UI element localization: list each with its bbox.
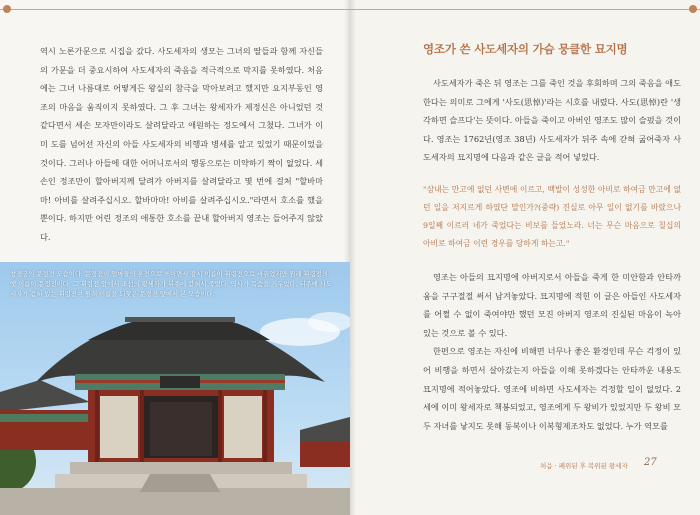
page-number: 27 xyxy=(644,457,657,468)
right-paragraph: 영조는 아들의 묘지명에 아버지로서 아들을 죽게 한 미안함과 안타까움을 구구절절 써서 남겨놓았다. 묘지명에 적힌 이 글은 아들인 사도세자를 어쩔 수 없이 죽여야만 했던 모진 아버지 영조의 진실된 마음이 녹아 있는 것으로 볼 수 있다. xyxy=(423,272,681,338)
section-title: 영조가 쓴 사도세자의 가슴 뭉클한 묘지명 xyxy=(423,42,628,56)
right-paragraph: 한편으로 영조는 자신에 비해면 너무나 좋은 환경인데 무슨 걱정이 있어 비행을 하면서 살아갔는지 아들을 이해 못하겠다는 안타까운 내용도 묘지명에 적어놓았다. 영조에 비하면 사도세자는 걱정할 일이 없었다. 2세에 이미 왕세자로 책봉되었고, 영조에게 두 왕비가 있었지만 두 왕비 모두 자녀를 낳지도 못해 동복이나 이복형제조차도 없었다. 누가 역모를 xyxy=(423,346,681,431)
photo-caption: 창경궁의 문정전 모습이다. 문정전이 얼마들의 혼전으로 쓰이면서 잠시 이름이 휘령전으로 바뀌었지만 원래 휘령전의 옛 이름이 문정전이다. 그 휘령전 앞에서 조선의 왕세자가 뒤주에 갇혀서 죽었다. 역사가 목숨을 거두었다. 뒤주에 사도세자가 갇혀 있는 휘령전이 원래 이름을 되찾은 문정전 앞에서 본 모습이다. xyxy=(10,271,332,299)
epitaph-quote: "삼내는 만고에 없던 사변에 이르고, 백발이 성성한 아비로 하여금 만고에 없던 일을 저지르게 하였단 말인가?(중략) 진실로 아무 일이 없기를 바랐으나 9일째 이르러 네가 죽었다는 비보를 들었노라. 너는 무슨 마음으로 칠십의 아비로 하여금 이런 경우를 당하게 하는고." xyxy=(423,185,681,248)
corner-ornament-left xyxy=(3,5,11,13)
left-body-text xyxy=(40,42,323,247)
right-body-text-2 xyxy=(423,268,681,435)
top-rule-left xyxy=(0,9,350,10)
running-footer: 처음 · 폐위된 후 복위된 왕세자 xyxy=(540,462,628,470)
right-body-text-1 xyxy=(423,74,681,167)
left-paragraph: 역시 노론가문으로 시집을 갔다. 사도세자의 생모는 그녀의 딸들과 함께 자신들의 가문을 더 중요시하여 사도세자의 죽음을 적극적으로 막지를 못하였다. 처음에는 그녀 나름대로 어떻게든 왕실의 참극을 막아보려고 했지만 요지부동인 영조의 마음을 움직이지 못하였다. 그 후 그녀는 왕세자가 제정신은 아니었던 것 같다면서 세손 모자만이라도 살려달라고 애원하는 정도에서 그쳤다. 그녀가 이미 도를 넘어선 자신의 아들 사도세자의 비행과 병세를 알고 있었기 때문이었을 것이다. 그러나 아들에 대한 어머니로서의 행동으로는 미약하기 짝이 없었다. 세손인 정조만이 할아버지께 달려가 아버지를 살려달라고 몇 번에 걸쳐 "할바마마! 아비를 살려주십시오. 할바마마! 아비를 살려주십시오."라면서 호소를 했을 뿐이다. 하지만 어린 정조의 애통한 호소를 끝내 할아버지 영조는 들어주지 않았다. xyxy=(40,46,323,242)
palace-photo xyxy=(0,262,350,515)
right-paragraph: 사도세자가 죽은 뒤 영조는 그를 죽인 것을 후회하며 그의 죽음을 애도한다는 의미로 그에게 '사도(思悼)'라는 시호를 내렸다. 사도(思悼)란 '생각하면 슬프다'는 뜻이다. 아들을 죽이고 아버인 영조도 많이 슬펐을 것이다. 영조는 1762년(영조 38년) 사도세자가 뒤주 속에 갇혀 굶어죽자 사도세자의 묘지명에 다음과 같은 글을 적어 넣었다. xyxy=(423,78,681,163)
corner-ornament-right xyxy=(689,5,697,13)
top-rule-right xyxy=(350,9,700,10)
